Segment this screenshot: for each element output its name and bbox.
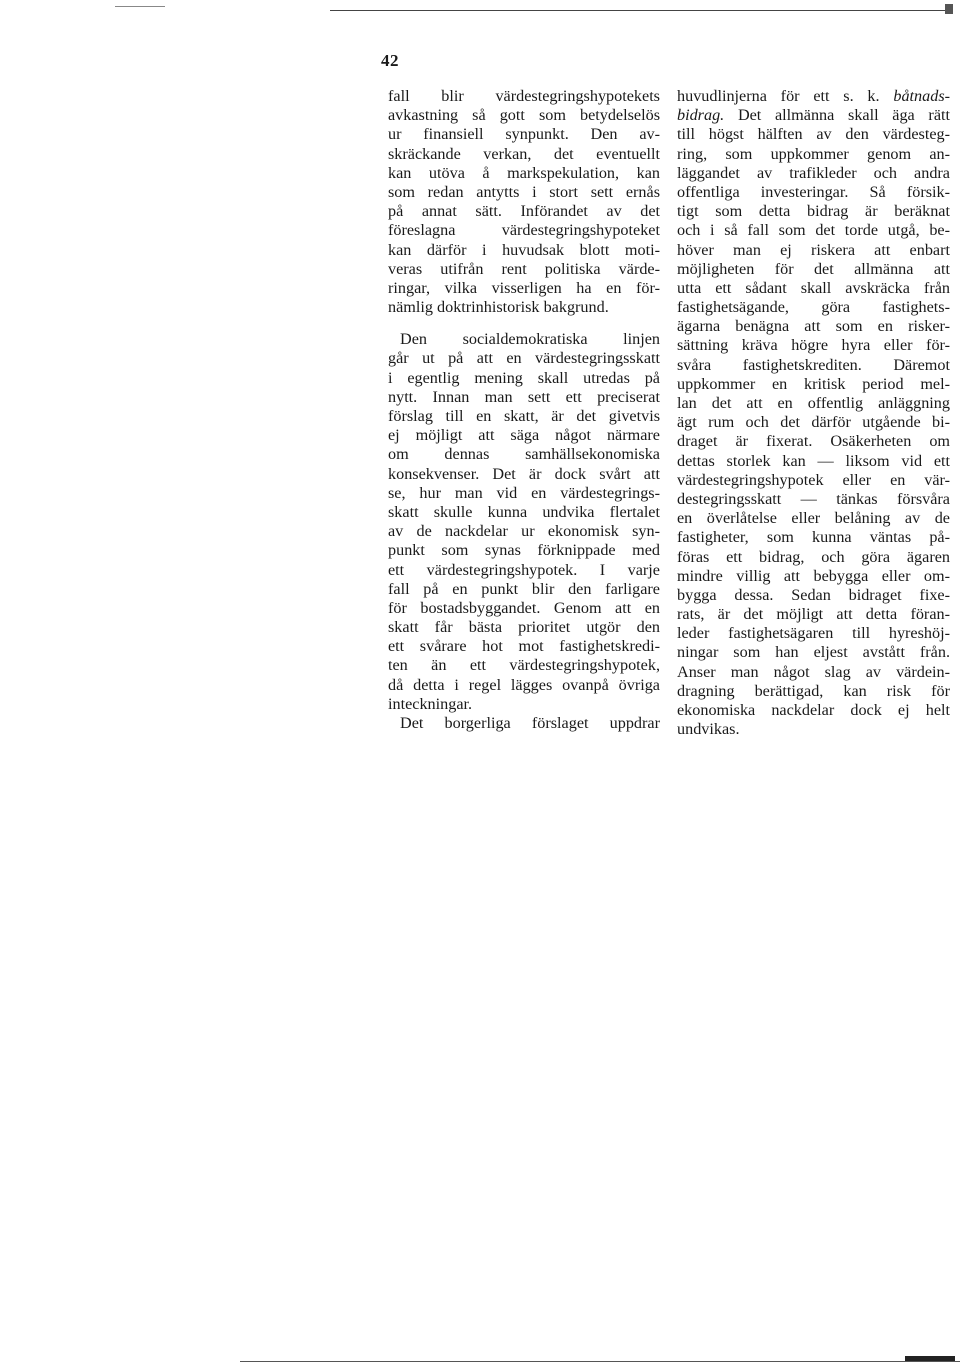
text-line: draget är fixerat. Osäkerheten om	[677, 432, 950, 451]
text-line: ningar som han eljest avstått från.	[677, 643, 950, 662]
text-line: kan utöva å markspekulation, kan	[388, 163, 660, 182]
text-line	[677, 87, 950, 106]
text-line: sättning kräva högre hyra eller för-	[677, 336, 950, 355]
text-line: möjligheten för det allmänna att	[677, 259, 950, 278]
text-line: fall blir värdestegringshypotekets	[388, 87, 660, 105]
paragraph-gap	[388, 317, 660, 330]
text-line: mindre villig att bebygga eller om-	[677, 566, 950, 585]
text-line: fall på en punkt blir den farligare	[388, 579, 660, 598]
scan-artifact-bottom-mark	[905, 1356, 955, 1361]
left-column	[388, 87, 660, 733]
scan-artifact-top-left	[115, 6, 165, 7]
text-line: fastigheter, som kunna väntas på-	[677, 528, 950, 547]
text-run: huvudlinjerna för ett s. k.	[677, 87, 880, 105]
italic-term: båtnads-	[893, 87, 951, 105]
text-line: inteckningar.	[388, 694, 473, 713]
text-line: ring, som uppkommer genom an-	[677, 144, 950, 163]
text-line: bygga dessa. Sedan bidraget fixe-	[677, 585, 950, 604]
text-line: Den socialdemokratiska linjen	[400, 330, 660, 349]
text-line: skatt skulle kunna undvika flertalet	[388, 502, 660, 521]
text-line: skatt får bästa prioritet utgör den	[388, 618, 660, 637]
text-line: som redan antytts i stort sett ernås	[388, 182, 660, 201]
paragraph-3	[388, 714, 660, 733]
text-line: ett svårare hot mot fastighetskredi-	[388, 637, 660, 656]
text-line: Det borgerliga förslaget uppdrar	[400, 714, 660, 732]
scan-artifact-top-rule	[330, 10, 950, 11]
text-line: konsekvenser. Det är dock svårt att	[388, 464, 660, 483]
text-line: ett värdestegringshypotek. I varje	[388, 560, 660, 579]
text-line: kan därför i huvudsak blott moti-	[388, 240, 660, 259]
text-line: ägt rum och det därför utgående bi-	[677, 413, 950, 432]
text-line: till högst hälften av den värdesteg-	[677, 125, 950, 144]
text-line: ringar, vilka visserligen ha en för-	[388, 278, 660, 297]
text-line: avkastning så gott som betydelselös	[388, 106, 660, 125]
text-line: tigt som detta bidrag är beräknat	[677, 202, 950, 221]
text-line	[677, 106, 950, 125]
text-line: leder fastighetsägaren till hyreshöj-	[677, 624, 950, 643]
text-line: om dennas samhällsekonomiska	[388, 445, 660, 464]
text-line: då detta i regel lägges ovanpå övriga	[388, 675, 660, 694]
text-line: höver man ej riskera att enbart	[677, 240, 950, 259]
text-line: uppkommer en kritisk period mel-	[677, 374, 950, 393]
scan-artifact-top-right	[945, 4, 953, 14]
right-column	[677, 87, 950, 739]
text-line: rats, är det möjligt att detta föran-	[677, 605, 950, 624]
text-line: nytt. Innan man sett ett preciserat	[388, 387, 660, 406]
text-line: ägarna benägna att som en risker-	[677, 317, 950, 336]
page-number: 42	[381, 51, 399, 70]
text-line: ej möjligt att säga något närmare	[388, 426, 660, 445]
text-line: ten än ett värdestegringshypotek,	[388, 656, 660, 675]
text-line: ekonomiska nackdelar dock ej helt	[677, 701, 950, 719]
text-line: svåra fastighetskrediten. Däremot	[677, 355, 950, 374]
text-line: dettas storlek kan — liksom vid ett	[677, 451, 950, 470]
text-run: Det allmänna skall äga rätt	[737, 106, 951, 125]
text-line: och i så fall som det torde utgå, be-	[677, 221, 950, 240]
text-line: veras utifrån rent politiska värde-	[388, 259, 660, 278]
text-line: föreslagna värdestegringshypoteket	[388, 221, 660, 240]
text-line: punkt som synas förknippade med	[388, 541, 660, 560]
text-line: nämlig doktrinhistorisk bakgrund.	[388, 298, 609, 317]
paragraph-2	[388, 330, 660, 714]
text-line: föras ett bidrag, och göra ägaren	[677, 547, 950, 566]
text-line: en överlåtelse eller belåning av de	[677, 509, 950, 528]
text-line: för bostadsbyggandet. Genom att en	[388, 598, 660, 617]
text-line: i egentlig mening skall utredas på	[388, 368, 660, 387]
text-line: fastighetsägande, göra fastighets-	[677, 298, 950, 317]
text-line: ur finansiell synpunkt. Den av-	[388, 125, 660, 144]
text-line: skräckande verkan, det eventuellt	[388, 144, 660, 163]
text-line: förslag till en skatt, är det givetvis	[388, 407, 660, 425]
text-line: värdestegringshypotek eller en vär-	[677, 470, 950, 489]
text-line: lan det att en offentlig anläggning	[677, 394, 950, 412]
scan-artifact-bottom-rule	[240, 1361, 960, 1362]
text-line: dragning berättigad, kan risk för	[677, 681, 950, 700]
text-line: Anser man något slag av värdein-	[677, 662, 950, 681]
text-line: se, hur man vid en värdestegrings-	[388, 483, 660, 502]
text-line: går ut på att en värdestegringsskatt	[388, 349, 660, 368]
text-line: av de nackdelar ur ekonomisk syn-	[388, 522, 660, 541]
text-line: på annat sätt. Införandet av det	[388, 202, 660, 221]
text-line: utta ett sådant skall avskräcka från	[677, 278, 950, 297]
text-line: offentliga investeringar. Så försik-	[677, 182, 950, 201]
paragraph-1	[388, 87, 660, 317]
text-line: destegringsskatt — tänkas försvåra	[677, 489, 950, 508]
text-line: undvikas.	[677, 720, 740, 739]
italic-term: bidrag.	[677, 106, 725, 125]
text-line: läggandet av trafikleder och andra	[677, 163, 950, 182]
